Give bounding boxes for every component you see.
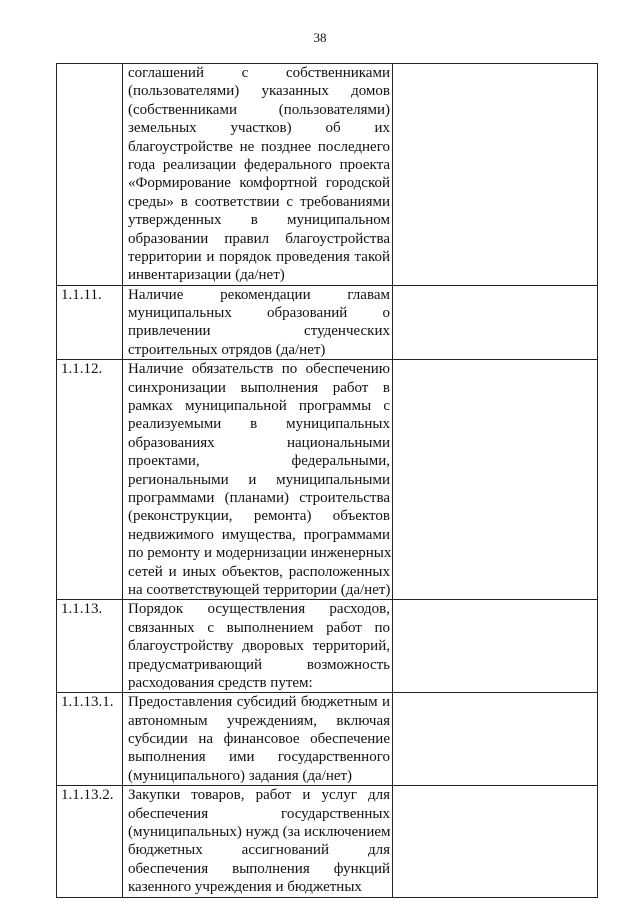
description-line: «Формирование комфортной городской [128, 175, 390, 192]
description-line: благоустройству дворовых территорий, [128, 638, 390, 655]
description-line: предусматривающий возможность [128, 656, 390, 673]
table-row [57, 285, 598, 360]
item-value-cell [393, 693, 598, 786]
item-number: 1.1.12. [57, 360, 123, 600]
item-value-cell [393, 360, 598, 600]
description-line: связанных с выполнением работ по [128, 619, 390, 636]
description-line: рамках муниципальной программы с [128, 398, 390, 415]
description-line: расходования средств путем: [128, 674, 313, 691]
description-line: Закупки товаров, работ и услуг для [128, 787, 390, 804]
item-number [57, 64, 123, 286]
description-line: автономным учреждениям, включая [128, 712, 390, 729]
description-line: земельных участков) об их [128, 120, 390, 137]
table-row [57, 693, 598, 786]
description-line: на соответствующей территории (да/нет) [128, 581, 391, 598]
description-line: (реконструкции, ремонта) объектов [128, 508, 390, 525]
item-value-cell [393, 285, 598, 360]
item-value-cell [393, 64, 598, 286]
description-line: региональными и муниципальными [128, 471, 390, 488]
description-line: программами (планами) строительства [128, 489, 390, 506]
item-value-cell [393, 600, 598, 693]
table-row [57, 786, 598, 897]
item-description [123, 285, 393, 360]
description-line: благоустройстве не позднее последнего [128, 138, 390, 155]
description-line: реализуемыми в муниципальных [128, 416, 390, 433]
criteria-table [56, 63, 598, 898]
item-description [123, 693, 393, 786]
table-row [57, 600, 598, 693]
description-line: Наличие рекомендации главам [128, 286, 390, 303]
criteria-table-body [57, 64, 598, 898]
description-line: недвижимого имущества, программами [128, 526, 390, 543]
item-number: 1.1.13.2. [57, 786, 123, 897]
description-line: соглашений с собственниками [128, 65, 390, 81]
item-description [123, 360, 393, 600]
table-row [57, 360, 598, 600]
description-line: Порядок осуществления расходов, [128, 601, 390, 618]
description-line: Предоставления субсидий бюджетным и [128, 694, 390, 711]
description-line: (пользователями) указанных домов [128, 83, 390, 100]
description-line: (муниципального) задания (да/нет) [128, 767, 353, 784]
description-line: утвержденных в муниципальном [128, 212, 390, 229]
description-line: бюджетных ассигнований для [128, 842, 390, 859]
description-line: сетей и иных объектов, расположенных [128, 563, 390, 580]
description-line: обеспечения выполнения функций [128, 860, 390, 877]
description-line: образовании правил благоустройства [128, 230, 390, 247]
description-line: инвентаризации (да/нет) [128, 267, 285, 284]
description-line: обеспечения государственных [128, 805, 390, 822]
description-line: проектами, федеральными, [128, 453, 390, 470]
item-description [123, 786, 393, 897]
item-description [123, 64, 393, 286]
description-line: привлечении студенческих [128, 323, 390, 340]
description-line: года реализации федерального проекта [128, 156, 390, 173]
description-line: выполнения ими государственного [128, 749, 390, 766]
item-number: 1.1.13.1. [57, 693, 123, 786]
description-line: казенного учреждения и бюджетных [128, 879, 362, 896]
description-line: по ремонту и модернизации инженерных [128, 545, 392, 562]
description-line: муниципальных образований о [128, 305, 390, 322]
item-number: 1.1.11. [57, 285, 123, 360]
table-row [57, 64, 598, 286]
page-number: 38 [313, 30, 327, 45]
description-line: синхронизации выполнения работ в [128, 379, 390, 396]
description-line: (муниципальных) нужд (за исключением [128, 824, 391, 841]
description-line: образованиях национальными [128, 434, 390, 451]
item-value-cell [393, 786, 598, 897]
description-line: строительных отрядов (да/нет) [128, 341, 326, 358]
item-description [123, 600, 393, 693]
description-line: среды» в соответствии с требованиями [128, 193, 390, 210]
item-number: 1.1.13. [57, 600, 123, 693]
description-line: территории и порядок проведения такой [128, 248, 390, 265]
description-line: субсидии на финансовое обеспечение [128, 731, 390, 748]
description-line: (собственниками (пользователями) [128, 101, 390, 118]
description-line: Наличие обязательств по обеспечению [128, 361, 390, 378]
